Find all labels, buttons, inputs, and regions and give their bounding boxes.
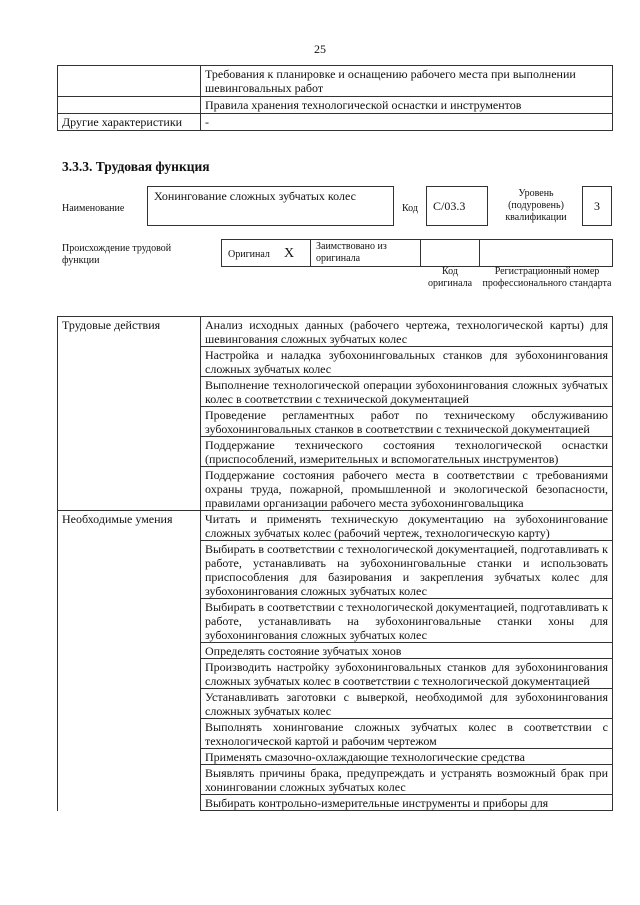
code-label: Код [402,203,418,214]
labor-action-item: Поддержание технического состояния технологической оснастки (приспособлений, измерительных и вспомогательных инструментов) [201,437,613,467]
code-value: C/03.3 [433,199,466,213]
top-table-row: Правила хранения технологической оснастки и инструментов [201,97,613,114]
skill-item: Применять смазочно-охлаждающие технологические средства [201,749,613,765]
top-table-row: Требования к планировке и оснащению рабочего места при выполнении шевинговальных работ [201,66,613,97]
skill-item: Выбирать в соответствии с технологической документацией, подготавливать к работе, устанавливать на зубохонинговальные станки и использовать приспособления для базирования и закрепления зубчатых колес для зубохонингования сложных зубчатых колес [201,541,613,599]
skill-item: Читать и применять техническую документацию на зубохонингование сложных зубчатых колес (рабочий чертеж, технологическую карту) [201,511,613,541]
skill-item: Выбирать контрольно-измерительные инструменты и приборы для [201,795,613,811]
original-label: Оригинал [228,249,270,260]
level-value: 3 [594,199,600,213]
level-value-box [582,186,612,226]
original-mark: X [284,246,295,261]
labor-action-item: Проведение регламентных работ по техническому обслуживанию зубохонинговальных станков в соответствии с технической документацией [201,407,613,437]
skill-item: Устанавливать заготовки с выверкой, необходимой для зубохонингования сложных зубчатых колес [201,689,613,719]
page-number: 25 [314,42,326,56]
top-table-empty-cell [58,97,201,114]
skill-item: Выбирать в соответствии с технологической документацией, подготавливать к работе, устанавливать на зубохонинговальные станки хоны для зубохонингования сложных зубчатых колес [201,599,613,643]
top-table [57,65,613,131]
skill-item: Выполнять хонингование сложных зубчатых колес в соответствии с технологической картой и рабочим чертежом [201,719,613,749]
name-value-box [147,186,394,226]
top-table-empty-cell [58,66,201,97]
code-value-box [426,186,488,226]
labor-action-item: Анализ исходных данных (рабочего чертежа, технологической карты) для шевингования сложных зубчатых колес [201,317,613,347]
other-characteristics-value: - [201,114,613,131]
borrowed-label: Заимствовано из оригинала [316,241,387,264]
code-original-label: Код оригинала [427,266,473,289]
labor-action-item: Настройка и наладка зубохонинговальных станков для зубохонингования сложных зубчатых колес [201,347,613,377]
skills-label: Необходимые умения [58,511,201,811]
origin-label: Происхождение трудовой функции [62,243,172,266]
skill-item: Выявлять причины брака, предупреждать и устранять возможный брак при хонинговании сложных зубчатых колес [201,765,613,795]
labor-actions-label: Трудовые действия [58,317,201,511]
reg-number-label: Регистрационный номер профессионального стандарта [482,266,612,289]
borrowed-box [310,239,421,267]
name-label: Наименование [62,203,125,214]
labor-action-item: Поддержание состояния рабочего места в соответствии с требованиями охраны труда, пожарной, промышленной и экологической безопасности, правилами организации рабочего места зубохонинговальщика [201,467,613,511]
skill-item: Производить настройку зубохонинговальных станков для зубохонингования сложных зубчатых колес в соответствии с технологической документацией [201,659,613,689]
code-original-box [420,239,480,267]
reg-number-box [479,239,613,267]
original-box [221,239,311,267]
other-characteristics-label: Другие характеристики [58,114,201,131]
section-title: 3.3.3. Трудовая функция [62,159,210,174]
skill-item: Определять состояние зубчатых хонов [201,643,613,659]
main-table [57,316,613,811]
name-value: Хонингование сложных зубчатых колес [154,189,356,203]
level-label: Уровень (подуровень) квалификации [505,188,567,223]
labor-action-item: Выполнение технологической операции зубохонингования сложных зубчатых колес в соответствии с технической документацией [201,377,613,407]
